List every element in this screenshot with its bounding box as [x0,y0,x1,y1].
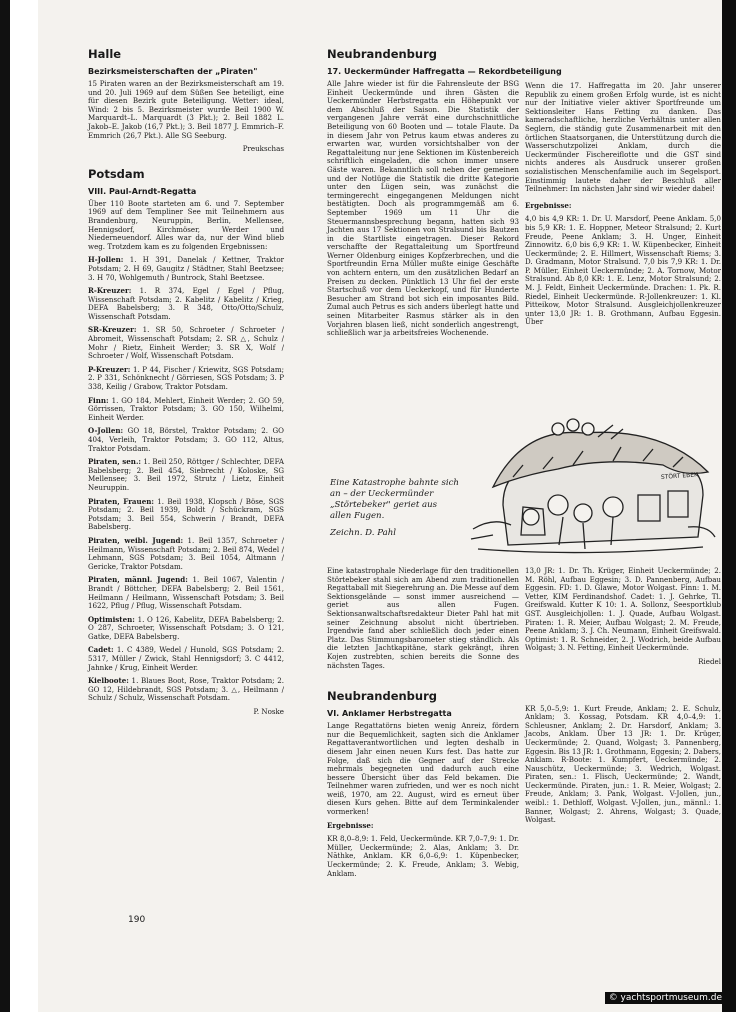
result-text: 1. R 374, Egel / Egel / Pflug, Wissenschaft Potsdam; 2. Kabelitz / Kabelitz / Krieg, DEFA Babelsberg; 3. R 348, Otto/Otto/Schulz, Wissenschaft Potsdam. [88,286,284,321]
result-class-label: Piraten, Frauen: [88,496,154,506]
potsdam-result-item [88,256,284,282]
result-text: 1. C 4389, Wedel / Hunold, SGS Potsdam; 2. 5317, Müller / Zwick, Stahl Hennigsdorf; 3. C 4412, Jahnke / Krug, Einheit Werder. [88,645,284,672]
result-text: 1. Beil 250, Röttger / Schlechter, DEFA Babelsberg; 2. Beil 454, Siebrecht / Koloske, SG Mellensee; 3. Beil 1972, Strutz / Lietz, Einheit Neuruppin. [88,457,284,492]
result-text: 1. GO 184, Mehlert, Einheit Werder; 2. GO 59, Görrissen, Traktor Potsdam; 3. GO 150, Wilhelmi, Einheit Werder. [88,395,284,422]
potsdam-result-item [88,677,284,703]
page-edge-shadow [722,0,736,1012]
result-class-label: R-Kreuzer: [88,286,132,296]
cartoon-sign: STÖRT EBEK [660,471,699,481]
potsdam-result-item [88,537,284,571]
potsdam-result-item [88,646,284,672]
neubrandenburg-subheading: 17. Ueckermünder Haffregatta — Rekordbeteiligung [327,67,562,76]
potsdam-result-item [88,427,284,453]
result-text: 1. Beil 1357, Schroeter / Heilmann, Wissenschaft Potsdam; 2. Beil 874, Wedel / Lehmann, SGS Potsdam; 3. Beil 1054, Altmann / Gericke, Traktor Potsdam. [88,535,284,571]
result-text: GO 18, Börstel, Traktor Potsdam; 2. GO 404, Verleih, Traktor Potsdam; 3. GO 112, Altus, Traktor Potsdam. [88,426,284,453]
halle-heading: Halle [88,47,122,61]
potsdam-heading: Potsdam [88,166,145,181]
haffregatta-results: 4,0 bis 4,9 KR: 1. Dr. U. Marsdorf, Peene Anklam. 5,0 bis 5,9 KR: 1. E. Hoppner, Meteor Stralsund; 2. Kurt Freude, Peene Anklam; 3. H. Unger, Einheit Zinnowitz. 6,0 bis 6,9 KR: 1. W. Küpenbecker, Einheit Ueckermünde; 2. E. Hillmert, Wissenschaft Riems; 3. D. Gradmann, Motor Stralsund. 7,0 bis 7,9 KR: 1. Dr. P. Müller, Einheit Ueckermünde; 2. A. Tornow, Motor Stralsund. Ab 8,0 KR: 1. E. Lenz, Motor Stralsund; 2. M. J. Feldt, Einheit Ueckermünde. Drachen: 1. Pk. R. Riedel, Einheit Ueckermünde. R-Jollenkreuzer: 1. Kl. Pitteikow, Motor Stralsund. Ausgleichjollenkreuzer unter 13,0 JR: 1. B. Grothmann, Aufbau Eggesin. Über [525,214,721,327]
cartoon-caption [330,478,460,539]
neubrandenburg2-subheading: VI. Anklamer Herbstregatta [327,709,452,719]
haffregatta-body-cont: Wenn die 17. Haffregatta im 20. Jahr unserer Republik zu einem großen Erfolg wurde, ist es nicht nur der Initiative vieler aktiver Sportfreunde um Sektionsleiter Hans Fetting zu danken. Das kameradschaftliche, herzliche Verhältnis unter allen Seglern, die ständig gute Zusammenarbeit mit den örtlichen Staatsorganen, die Unterstützung durch die Wasserschutzpolizei Anklam, durch die Ueckermünder Fischereiflotte und die GST sind nichts anderes als Ausdruck unserer großen sozialistischen Menschenfamilie auch im Segelsport. Einstimmig lautete daher der Beschluß aller Teilnehmer: Im nächsten Jahr sind wir wieder dabei! [525,81,721,194]
halle-author: Preukschas [242,144,284,154]
potsdam-intro: Über 110 Boote starteten am 6. und 7. September 1969 auf dem Templiner See mit Teilnehmern aus Brandenburg, Neuruppin, Berlin, Mellensee, Hennigsdorf, Kirchmöser, Werder und Niederneuendorf. Alles war da, nur der Wind blieb weg. Trotzdem kam es zu folgenden Ergebnissen: [88,198,284,251]
halle-subheading: Bezirksmeisterschaften der „Piraten" [88,67,258,76]
result-text: 1. P 44, Fischer / Kriewitz, SGS Potsdam; 2. P 331, Schönknecht / Görriesen, SGS Potsdam; 3. P 338, Keilig / Grabow, Traktor Potsdam. [88,364,284,392]
result-text: 1. Beil 1067, Valentin / Brandt / Böttcher, DEFA Babelsberg; 2. Beil 1561, Heilmann / Heilmann, Wissenschaft Potsdam; 3. Beil 1622, Pflug / Pflug, Wissenschaft Potsdam. [88,575,284,611]
anklam-results-right: KR 5,0–5,9: 1. Kurt Freude, Anklam; 2. E. Schulz, Anklam; 3. Kossag, Potsdam. KR 4,0–4,9: 1. Schleusner, Anklam; 2. Dr. Harsdorf, Anklam; 3. Jacobs, Anklam. Über 13 JR: 1. Dr. Krüger, Ueckermünde; 2. Quand, Wolgast; 3. Pannenberg, Eggesin. Bis 13 JR: 1. Grothmann, Eggesin; 2. Dabers, Anklam. R-Boote: 1. Kumpfert, Ueckermünde; 2. Nauschütz, Ueckermünde; 3. Wedrich, Wolgast. Piraten, sen.: 1. Flisch, Ueckermünde; 2. Wandt, Ueckermünde. Piraten, jun.: 1. R. Meier, Wolgast; 2. Freude, Anklam; 3. Pank, Wolgast. V-Jollen, jun., weibl.: 1. Dethloff, Wolgast. V-Jollen, jun., männl.: 1. Banner, Wolgast; 2. Ahrens, Wolgast; 3. Quade, Wolgast. [525,703,721,825]
book-spine [0,0,10,1012]
result-text: 1. SR 50, Schroeter / Schroeter / Abromeit, Wissenschaft Potsdam; 2. SR △, Schulz / Mohr / Rietz, Einheit Werder; 3. SR X, Wolf / Schroeter / Wolf, Wissenschaft Potsdam. [88,325,284,361]
watermark: © yachtsportmuseum.de [605,992,726,1004]
result-class-label: Optimisten: [88,614,135,624]
column-right-top [525,82,721,332]
potsdam-author: P. Noske [253,707,284,717]
anklam-body: Lange Regattatörns bieten wenig Anreiz, fördern nur die Bequemlichkeit, sagten sich die Anklamer Regattaverantwortlichen und legten deshalb in diesem Jahr einen neuen Kurs fest. Das hatte zur Folge, daß sich die Gegner auf der Strecke mehrmals begegneten und dadurch auch eine bessere Übersicht über das Feld bekamen. Die Teilnehmer waren zufrieden, und wer es noch nicht weiß, 1970, am 22. August, wird es erneut über diesen Kurs gehen. Bitte auf dem Terminkalender vormerken! [327,721,519,817]
cartoon-illustration [463,417,718,559]
result-text: 1. Blaues Boot, Rose, Traktor Potsdam; 2. GO 12, Hildebrandt, SGS Potsdam; 3. △, Heilmann / Schulz / Schulz, Wissenschaft Potsdam. [88,676,284,703]
haffregatta-body: Alle Jahre wieder ist für die Fahrensleute der BSG Einheit Ueckermünde und ihren Gästen die Ueckermünder Herbstregatta ein Höhepunkt vor dem Abschluß der Saison. Die Statistik der vergangenen Jahre verrät eine durchschnittliche Beteiligung von 60 Booten und — totale Flaute. Da in diesem Jahr von Petrus kaum etwas anderes zu erwarten war, wurden vorsichtshalber von der Regattaleitung nur jene Sektionen im Küstenbereich schriftlich eingeladen, die schon immer unsere Gäste waren. Bekanntlich soll neben der gemeinen und der Notlüge die Statistik die dritte Kategorie unter den Lügen sein, was zunächst die termingerecht eingegangenen Meldungen nicht bestätigten. Doch als programmgemäß am 6. September 1969 um 11 Uhr die Steuermannsbesprechung begann, hatten sich 93 Jachten aus 17 Sektionen von Stralsund bis Bautzen in die Startliste eingetragen. Dieser Rekord verschaffte der Regattaleitung um Sportfreund Werner Oldenburg einiges Kopfzerbrechen, und die Sportfreundin Erna Müller mußte einige Geschäfte von achtern entern, um den zusätzlichen Bedarf an Preisen zu decken. Pünktlich 13 Uhr fiel der erste Startschuß vor dem Ueckerkopf, und für Hunderte Besucher am Strand bot sich ein imposantes Bild. Zumal auch Petrus es sich anders überlegt hatte und seinen Mitarbeiter Rasmus stärker als in den Vorjahren blasen ließ, nicht sonderlich angestrengt, schließlich war ja arbeitsfreies Wochenende. [327,79,519,338]
potsdam-subheading: VIII. Paul-Arndt-Regatta [88,186,197,196]
potsdam-result-item [88,498,284,532]
halle-body: 15 Piraten waren an der Bezirksmeisterschaft am 19. und 20. Juli 1969 auf dem Süßen See beteiligt, eine für diesen Bezirk gute Beteiligung. Wetter: ideal, Wind: 2 bis 5. Bezirksmeister wurde Beil 1900 W. Marquardt–L. Marquardt (3 Pkt.); 2. Beil 1882 L. Jakob–E. Jakob (16,7 Pkt.); 3. Beil 1877 J. Emmrich–F. Emmrich (26,7 Pkt.). Alle SG Seeburg. [88,79,284,140]
result-text: 1. O 126, Kabelitz, DEFA Babelsberg; 2. O 287, Schroeter, Wissenschaft Potsdam; 3. O 121, Gatke, DEFA Babelsberg. [88,614,284,641]
potsdam-result-item [88,397,284,423]
potsdam-result-item [88,616,284,642]
result-class-label: Kielboote: [88,676,129,686]
page-number: 190 [128,915,146,925]
potsdam-result-item [88,366,284,392]
potsdam-result-item [88,287,284,321]
result-text: 1. Beil 1938, Klopsch / Böse, SGS Potsdam; 2. Beil 1939, Boldt / Schückram, SGS Potsdam; 3. Beil 554, Schwerin / Brandt, DEFA Babelsberg. [88,496,284,532]
result-class-label: Piraten, weibl. Jugend: [88,535,184,545]
result-class-label: Piraten, männl. Jugend: [88,575,188,585]
neubrandenburg2-heading: Neubrandenburg [327,689,438,704]
potsdam-result-item [88,326,284,360]
result-class-label: O-Jollen: [88,426,124,436]
potsdam-result-item [88,458,284,492]
anklam-results-heading: Ergebnisse: [327,820,374,830]
neubrandenburg-author: Riedel [698,656,721,666]
neubrandenburg-heading: Neubrandenburg [327,47,438,61]
result-class-label: SR-Kreuzer: [88,325,137,335]
stoertebeker-body: Eine katastrophale Niederlage für den traditionellen Störtebeker stahl sich am Abend zum traditionellen Regattaball mit Siegerehrung an. Die Messe auf dem Sektionsgelände — sonst immer ausreichend — geriet aus allen Fugen. Sektionsanwaltschaftsredakteur Dieter Pahl hat mit seiner Zeichnung absolut nicht übertrieben. Irgendwie fand aber schließlich doch jeder einen Platz. Das Stimmungsbarometer stieg ständlich. Als die letzten Jachtkapitäne, stark gekrängt, ihren Kojen zustrebten, schien bereits die Sonne des nächsten Tages. [327,566,519,670]
result-class-label: Cadet: [88,645,114,655]
column-left [88,48,284,727]
result-class-label: Finn: [88,395,109,405]
result-class-label: H-Jollen: [88,255,124,265]
caption-author: Zeichn. D. Pahl [330,528,397,538]
result-class-label: Piraten, sen.: [88,457,142,467]
column-right-bottom [525,567,721,830]
haffregatta-results-cont: 13,0 JR: 1. Dr. Th. Krüger, Einheit Ueckermünde; 2. M. Röhl, Aufbau Eggesin; 3. D. Pannenberg, Aufbau Eggesin. FD: 1. D. Glawe, Motor Wolgast. Finn: 1. M. Vetter, KIM Ferdinandshof. Cadet: 1. J. Gehrke, Tl. Greifswald. Kutter K 10: 1. A. Sollonz, Seesportklub GST. Ausgleichjollen: 1. J. Quade, Aufbau Wolgast. Piraten: 1. R. Meier, Aufbau Wolgast; 2. M. Freude, Peene Anklam; 3. J. Ch. Neumann, Einheit Greifswald. Optimist: 1. R. Schneider, 2. J. Wodrich, beide Aufbau Wolgast; 3. N. Fetting, Einheit Ueckermünde. [525,566,721,653]
result-class-label: P-Kreuzer: [88,364,131,374]
haffregatta-results-heading: Ergebnisse: [525,200,572,210]
anklam-results-left: KR 8,0–8,9: 1. Feld, Ueckermünde. KR 7,0–7,9: 1. Dr. Müller, Ueckermünde; 2. Alas, Anklam; 3. Dr. Nāthke, Anklam. KR 6,0–6,9: 1. Küpenbecker, Ueckermünde; 2. K. Freude, Anklam; 3. Webig, Anklam. [327,834,519,878]
potsdam-result-item [88,576,284,610]
caption-text: Eine Katastrophe bahnte sich an – der Ueckermünder „Störtebeker" geriet aus allen Fugen. [330,478,459,521]
result-text: 1. H 391, Danelak / Kettner, Traktor Potsdam; 2. H 69, Gaugitz / Städtner, Stahl Beetzsee; 3. H 70, Wohlgemuth / Buntrock, Stahl Beetzsee. [88,255,284,282]
potsdam-results [88,256,284,703]
column-middle-bottom [327,567,519,883]
